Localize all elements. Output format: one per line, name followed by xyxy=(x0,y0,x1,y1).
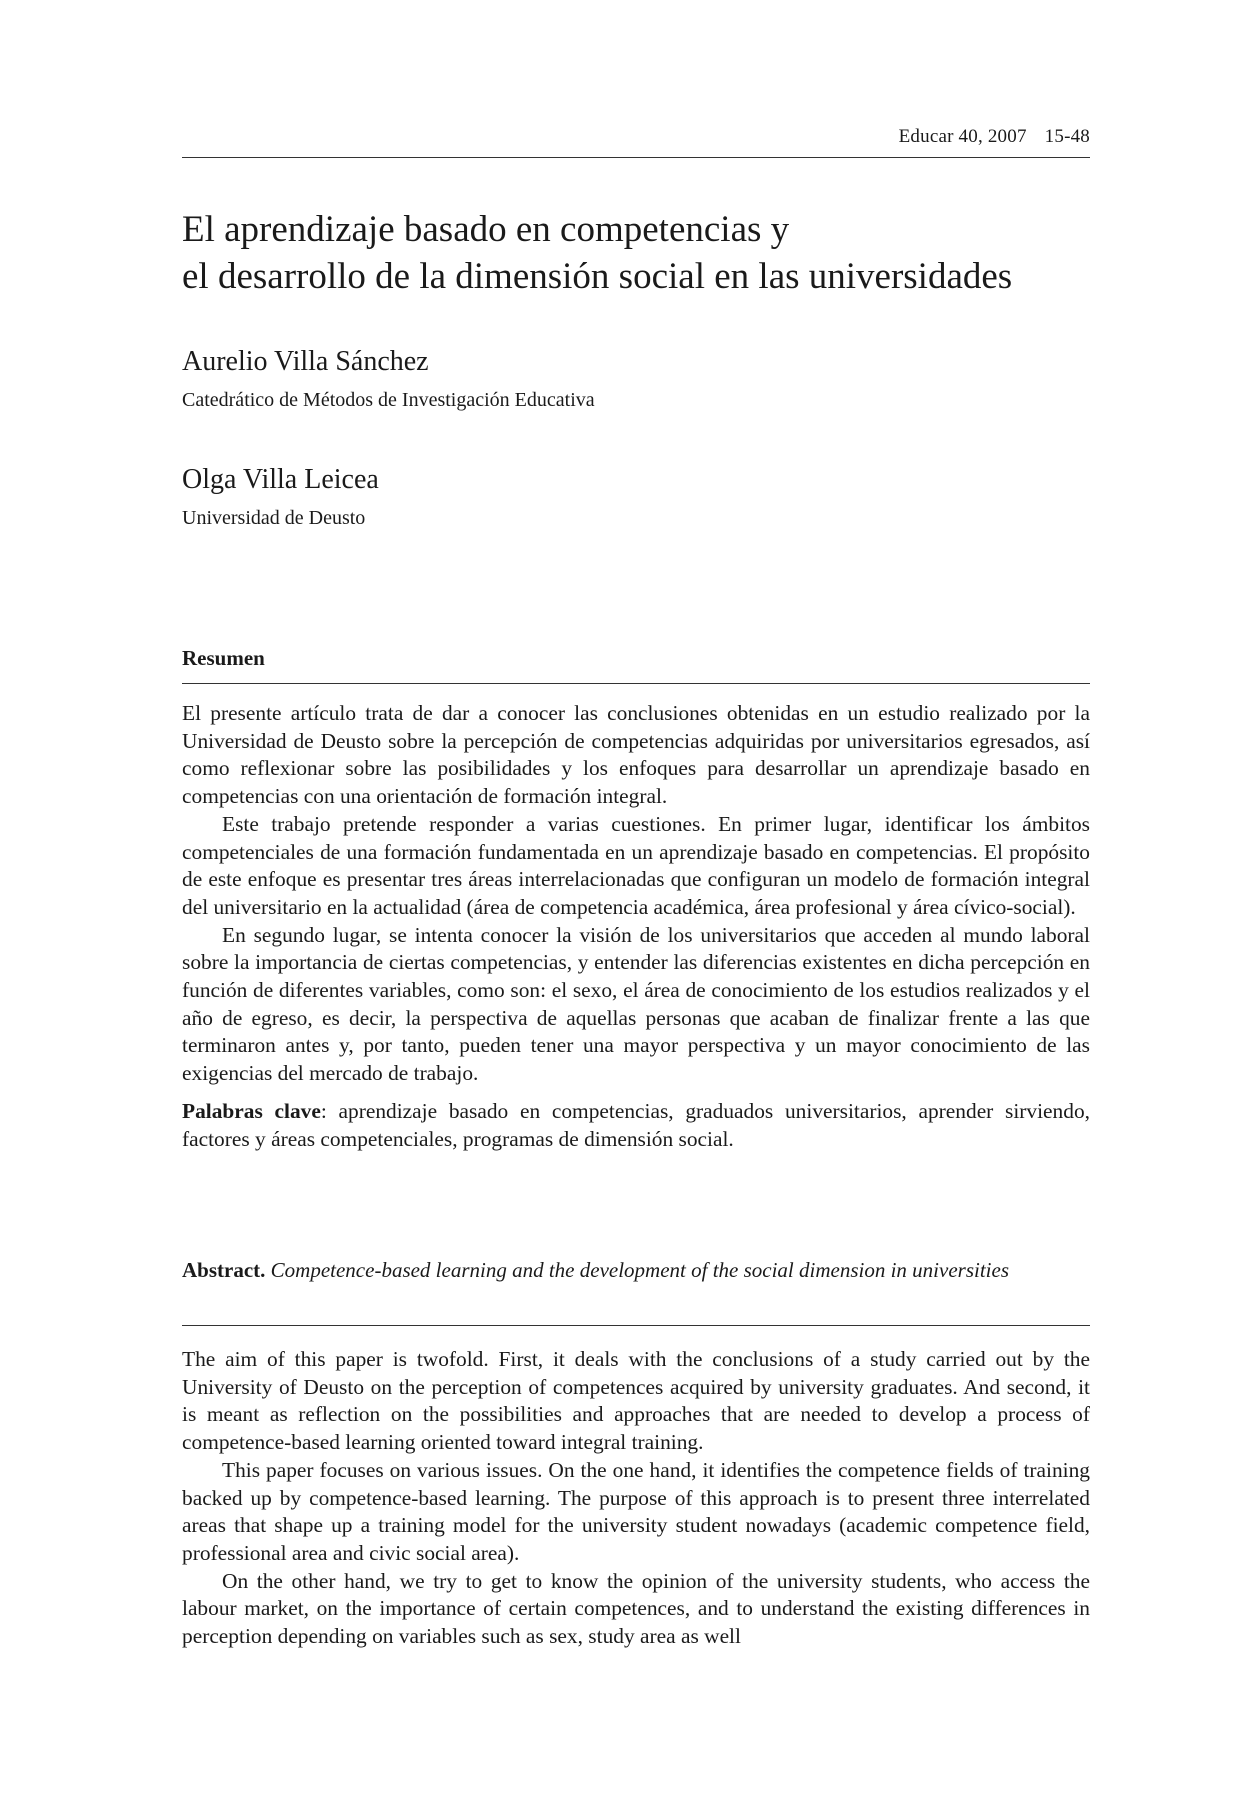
resumen-body xyxy=(182,700,1090,1153)
resumen-paragraph: En segundo lugar, se intenta conocer la visión de los universitarios que acceden al mundo laboral sobre la importancia de ciertas competencias, y entender las diferencias existentes en dicha percepción en función de diferentes variables, como son: el sexo, el área de conocimiento de los estudios realizados y el año de egreso, es decir, la perspectiva de aquellas personas que acaban de finalizar frente a las que terminaron antes y, por tanto, pueden tener una mayor perspectiva y un mayor conocimiento de las exigencias del mercado de trabajo. xyxy=(182,922,1090,1086)
abstract-title: Competence-based learning and the development of the social dimension in universities xyxy=(270,1258,1009,1282)
abstract-label: Abstract. xyxy=(182,1258,266,1282)
resumen-paragraph: El presente artículo trata de dar a conocer las conclusiones obtenidas en un estudio realizado por la Universidad de Deusto sobre la percepción de competencias adquiridas por universitarios egresados, así como reflexionar sobre las posibilidades y los enfoques para desarrollar un aprendizaje basado en competencias con una orientación de formación integral. xyxy=(182,701,1090,809)
page-range: 15-48 xyxy=(1044,126,1090,147)
title-line-1: El aprendizaje basado en competencias y xyxy=(182,209,790,250)
resumen-paragraph: Este trabajo pretende responder a varias cuestiones. En primer lugar, identificar los ámbitos competenciales de una formación fundamentada en un aprendizaje basado en competencias. El propósito de este enfoque es presentar tres áreas interrelacionadas que configuran un modelo de formación integral del universitario en la actualidad (área de competencia académica, área profesional y área cívico-social). xyxy=(182,811,1090,919)
abstract-paragraph: The aim of this paper is twofold. First, it deals with the conclusions of a study carried out by the University of Deusto on the perception of competences acquired by university graduates. And second, it is meant as reflection on the possibilities and approaches that are needed to develop a process of competence-based learning oriented toward integral training. xyxy=(182,1347,1090,1455)
journal-citation: Educar 40, 2007 xyxy=(898,126,1027,147)
abstract-paragraph: On the other hand, we try to get to know the opinion of the university students, who access the labour market, on the importance of certain competences, and to understand the existing differences in perception depending on variables such as sex, study area as well xyxy=(182,1568,1090,1649)
keywords-text: : aprendizaje basado en competencias, graduados universitarios, aprender sirviendo, factores y áreas competenciales, programas de dimensión social. xyxy=(182,1098,1090,1151)
header-rule xyxy=(182,157,1090,158)
author-name: Olga Villa Leicea xyxy=(182,464,379,495)
abstract-body xyxy=(182,1346,1090,1651)
author-affiliation: Catedrático de Métodos de Investigación Educativa xyxy=(182,389,595,411)
author-name: Aurelio Villa Sánchez xyxy=(182,346,429,377)
resumen-heading: Resumen xyxy=(182,646,265,670)
keywords xyxy=(182,1098,1090,1153)
title-line-2: el desarrollo de la dimensión social en las universidades xyxy=(182,256,1013,297)
keywords-label: Palabras clave xyxy=(182,1098,321,1123)
abstract-rule xyxy=(182,1325,1090,1326)
abstract-paragraph: This paper focuses on various issues. On the one hand, it identifies the competence fields of training backed up by competence-based learning. The purpose of this approach is to present three interrelated areas that shape up a training model for the university student nowadays (academic competence field, professional area and civic social area). xyxy=(182,1457,1090,1565)
author-affiliation: Universidad de Deusto xyxy=(182,507,366,529)
running-head xyxy=(182,126,1090,148)
article-title xyxy=(182,206,1102,300)
resumen-rule xyxy=(182,683,1090,684)
abstract-heading xyxy=(182,1256,1090,1284)
